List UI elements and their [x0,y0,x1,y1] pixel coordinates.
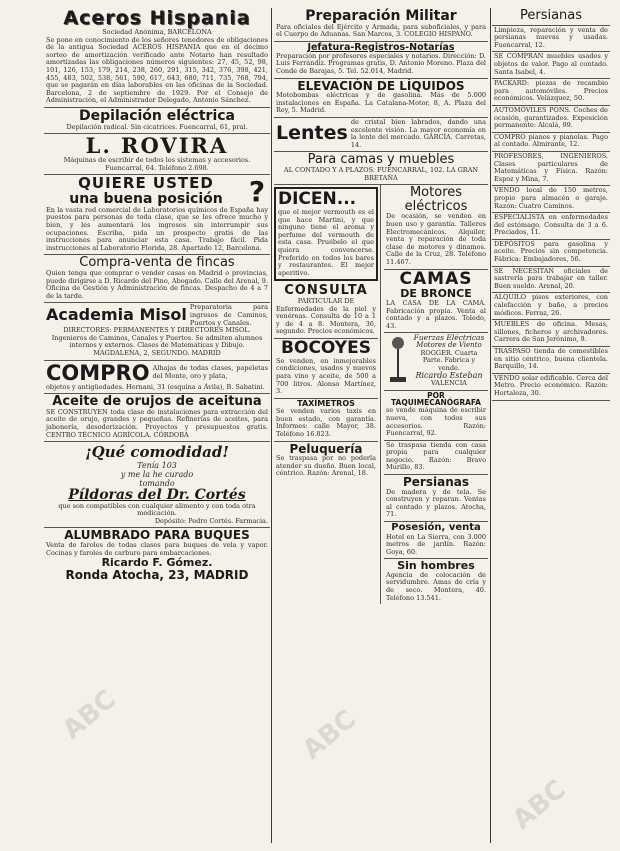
watermark: ABC [297,704,362,766]
ad-subtitle: PARTICULAR DE [297,297,355,306]
ad-jefatura [274,42,488,79]
ad-body: En la vasta red comercial de Laboratorios químicos de España hay puestos para personas de toda clase, que se les ofrece mucho y bien, y les aumentará los ingresos sin interrumpir sus ocupaciones. Escriba, pida un prospecto gratis de las instrucciones para anunciar esta casa. Trabajo fácil. Pida instrucciones al Laboratorio Florida, 28. Apartado 12, Barcelona. [46,205,268,252]
ad-body: De ocasión, se venden en buen uso y garantía. Talleres Electromecánicos. Alquiler, venta y reparación de toda clase de motores y dinamos. Calle de la Cruz, 28. Teléfono 11.467. [386,212,486,267]
ad-title: Preparación Militar [305,8,457,24]
ad-body: se vende máquina de escribir nueva, con todos sus accesorios. Razón: Fuencarral, 92. [386,406,486,438]
ad-consulta [274,283,378,339]
ad-address: Ronda Atocha, 23, MADRID [65,567,249,582]
ad-line: tomando [139,478,175,488]
ad-body: SE CONSTRUYEN toda clase de instalaciones para extracción del aceite de orujo, grandes y pequeñas. Refinerías de aceites, para jabonería, desodorización. Proyectos y presupuestos gratis. CENTRO TÉCNICO AGRÍCOLA. CÓRDOBA [46,407,268,439]
ad-body: que son compatibles con cualquier alimento y con toda otra medicación. [58,501,256,518]
watermark: ABC [57,684,122,746]
ad-title: QUIERE USTED [78,175,214,193]
classified-item [492,133,610,152]
ad-title: Academia Misol [46,305,187,325]
ad-tienda [384,441,488,475]
ad-posesion [384,522,488,559]
ad-title: Peluquería [289,441,363,456]
ad-city: VALENCIA [431,378,467,387]
ad-fuerzas-electricas [384,333,488,390]
ad-body: Motobombas eléctricas y de gasolina. Más de 5.000 instalaciones en España. La Catalana-Motor, 8, A. Plaza del Rey, 5. Madrid. [276,91,486,115]
ad-body: Enfermedades de la piel y venéreas. Consulta de 10 a 1 y de 4 a 8. Montera, 36, segundo. Precios económicos. [276,304,376,336]
lamp-icon [388,337,408,383]
classified-text: DEPÓSITOS para gasolina y aceite. Precios sin competencia. Fábrica: Embajadores, 56. [494,239,608,264]
classified-item [492,374,610,401]
column-right [492,8,610,843]
ad-aceros-hispania [44,8,270,108]
ad-taquimecanografa [384,391,488,441]
classified-text: VENDO local de 150 metros, propio para almacén o garaje. Razón: Cuatro Caminos. [494,186,608,210]
ad-line: y me la he curado [120,469,194,479]
ad-alumbrado-buques [44,528,270,583]
classified-text: AUTOMÓVILES PONS. Coches de ocasión, garantizados. Exposición permanente: Alcalá, 99. [494,105,608,130]
ad-title: DICEN... [278,189,357,210]
ad-title-2: eléctricos [404,198,468,214]
ad-persianas-right [492,8,610,26]
ad-body: LA CASA DE LA CAMA. Fabricación propia. Venta al contado y a plazos. Toledo, 43. [386,299,486,330]
classified-text: MUEBLES de oficina. Mesas, sillones, ficheros y archivadores. Carrera de San Jerónimo, 9. [494,320,608,344]
ad-title: Fuerzas Eléctricas [413,333,485,343]
ad-taximetros [274,399,378,442]
ad-dicen [274,187,378,281]
classified-text: ALQUILO pisos exteriores, con calefacción y baño, a precios módicos. Ferraz, 26. [494,293,608,317]
watermark: ABC [507,774,572,836]
ad-title: Para camas y muebles [307,152,455,168]
classified-item [492,293,610,320]
ad-body: Se pone en conocimiento de los señores tenedores de obligaciones de la antigua Sociedad ACEROS HISPANIA que en el décimo sorteo de amortización verificado ante Notario han resultado amortizadas las obligaciones números siguientes: 27, 45, 52, 98, 101, 126, 153, 179, 214, 238, 260, 291, 315, 342, 376, 398, 421, 455, 483, 502, 538, 561, 590, 617, 643, 680, 711, 735, 768, 794, que se pagarán en días laborables en las oficinas de la Sociedad. Barcelona, 2 de septiembre de 1929. Por el Consejo de Administración, el Administrador Delegado, Antonio Sánchez. [46,35,268,105]
classified-text: COMPRO pianos y pianolas. Pago al contado. Almirante, 12. [494,132,608,149]
ad-body: DIRECTORES: PERMANENTES Y DIRECTORES MISOL. Ingenieros de Caminos, Canales y Puertos. Se admiten alumnos internos y externos. Clases de Matemáticas y Dibujo. MAGDALENA, 2, SEGUNDO. MADRID [51,326,263,357]
ad-title: BOCOYES [281,339,371,358]
ad-title: ¡Qué comodidad! [85,443,229,462]
ad-body: Se venden, en inmejorables condiciones, usados y nuevos para vino y aceite, de 500 a 700 litros. Alonso Martínez, 3. [276,356,376,396]
ad-title: Persianas [403,475,469,490]
ad-line: Tenía 103 [137,460,177,470]
ad-title-2: una buena posición [69,191,223,208]
ad-rovira [44,134,270,175]
ad-lentes [274,118,488,152]
ad-compraventa [44,255,270,303]
ad-signature: Depósito: Pedro Cortés. Farmacia. [154,516,268,525]
classified-item [492,26,610,53]
classified-item [492,152,610,186]
ad-title: Persianas [519,8,583,23]
ad-academia-misol [44,303,270,360]
ad-title: COMPRO [46,360,150,385]
ad-camas-bronce [384,270,488,334]
classifieds-list [492,26,610,401]
classified-item [492,320,610,347]
ad-title: Sin hombres [397,559,475,573]
ad-body: ROGGER. Cuarta Parte. Fabrica y vende. [420,348,478,372]
ad-side-text: Alhajas de todas clases, papeletas del Monte, oro y plata, [152,363,268,380]
ad-peluqueria [274,442,378,480]
ad-depilacion [44,108,270,134]
ad-pildoras-cortes [44,442,270,528]
ad-title-2: Píldoras del Dr. Cortés [68,486,246,503]
ad-title: Motores [409,185,463,201]
ad-body: Depilación radical. Sin cicatrices. Fuencarral, 61, pral. [66,122,248,131]
ad-body: que el mejor vermouth es el que hace Martini, y que ninguno tiene el aroma y perfume del vermouth de esta casa. Pruébelo el que quiera convencerse. Preferido en todos los bares y restaurantes. El mejor aperitivo. [278,208,374,277]
classified-item [492,213,610,240]
ad-body: Hotel en La Sierra, con 3.000 metros de jardín. Razón: Goya, 60. [386,532,486,556]
ad-title: Compra-venta de fincas [79,255,235,271]
ad-body: Preparación por profesores especiales y notarios. Dirección: D. Luis Ferrándiz. Programas gratis, D. Antonio Moreno. Plaza del Conde de Barajas, 5. Tel. 52.014, Madrid. [276,51,486,76]
ad-subtitle: Sociedad Anónima, BARCELONA [102,27,212,36]
classified-item [492,267,610,294]
ad-title: TAXÍMETROS [297,398,355,408]
ad-title: CAMAS [399,269,473,289]
classified-text: PACKARD: piezas de recambio para automóviles. Precios económicos. Velázquez, 50. [494,79,608,103]
ad-body: De madera y de tela. Se construyen y reparan. Ventas al contado y plazos. Atocha, 71. [386,487,486,519]
ad-title: ALUMBRADO PARA BUQUES [64,528,250,543]
ad-title-2: DE BRONCE [400,287,472,301]
ad-title: ELEVACIÓN DE LÍQUIDOS [297,78,465,93]
classified-text: SE COMPRAN muebles usados y objetos de valor. Pago al contado. Santa Isabel, 4. [494,52,608,76]
classified-text: SE NECESITAN oficiales de sastrería para trabajar en taller. Buen sueldo. Arenal, 20. [494,266,608,290]
ad-grid [274,185,488,604]
ad-persianas [384,475,488,522]
classified-item [492,79,610,106]
ad-sin-hombres [384,559,488,604]
ad-title: POR TAQUIMECANÓGRAFA [391,390,481,408]
ad-title: Aceite de orujos de aceituna [52,394,262,410]
ad-side-text: Preparatoria para ingresos de Caminos, Puertos y Canales. [189,303,268,327]
classified-text: ESPECIALISTA en enfermedades del estómago. Consulta de 3 a 6. Preciados, 11. [494,213,608,237]
ad-elevacion-liquidos [274,79,488,118]
ad-title: L. ROVIRA [85,134,229,159]
column-divider [490,8,491,843]
classified-item [492,186,610,213]
ad-quiere-usted [44,175,270,255]
ad-body: Se traspasa por no poderla atender su dueño. Buen local, céntrico. Razón: Arenal, 18. [276,454,376,478]
ad-title: Lentes [276,122,348,145]
ad-aceite-orujos [44,394,270,442]
column-divider [271,8,272,843]
ad-body: Para oficiales del Ejército y Armada, para suboficiales, y para el Cuerpo de Aduanas. San Marcos, 3. COLEGIO HISPANO. [276,22,486,39]
classified-text: PROFESORES, INGENIEROS. Clases particulares de Matemáticas y Física. Razón: Espoz y Mina, 7. [494,151,608,183]
ad-title: Jefatura-Registros-Notarías [307,41,455,53]
ad-grid-right [384,185,488,604]
ad-title: Aceros Hispania [63,8,251,29]
classified-item [492,106,610,133]
ad-body: objetos y antigüedades. Hernani, 31 (esquina a Ávila), B. Sabatini. [46,382,265,391]
ad-grid-left [274,185,381,604]
ad-title: CONSULTA [284,283,368,299]
ad-body: Venta de faroles de todas clases para buques de vela y vapor. Cocinas y faroles de carburo para embarcaciones. [46,541,268,557]
ad-body: AL CONTADO Y A PLAZOS. FUENCARRAL, 102. LA GRAN BRETAÑA [283,166,479,182]
ad-bocoyes [274,339,378,399]
ad-body: Se traspasa tienda con casa propia para cualquier negocio. Razón: Bravo Murillo, 83. [386,440,486,472]
classified-text: VENDO solar edificable. Cerca del Metro. Precio económico. Razón: Hortaleza, 30. [494,373,608,397]
ad-preparacion-militar [274,8,488,42]
ad-body: Máquinas de escribir de todos los sistemas y accesorios. Fuencarral, 64. Teléfono 2.698. [63,156,251,172]
ad-title: Depilación eléctrica [79,107,235,124]
ad-compro [44,361,270,395]
ad-body: Se venden varios taxis en buen estado, con garantía. Informes: calle Mayor, 38. Teléfono 16.823. [276,407,376,438]
classified-text: TRASPASO tienda de comestibles en sitio céntrico, buena clientela. Barquillo, 14. [494,347,608,371]
classified-item [492,240,610,267]
classified-text: Limpieza, reparación y venta de persianas nuevas y usadas. Fuencarral, 12. [494,25,608,49]
ad-body: Quien tenga que comprar o vender casas en Madrid o provincias, puede dirigirse a D. Ricardo del Pino, Abogado. Calle del Arenal, 9. Oficina de Gestión y Administración de fincas. Despacho de 4 a 7 de la tarde. [46,269,269,300]
question-mark-icon: ? [248,175,266,208]
ad-name: Ricardo Esteban [415,371,483,381]
ad-body: de cristal bien labrados, dando una excelente visión. La mayor economía en la lente del mercado. GARCÍA. Carretas, 14. [350,118,486,149]
ad-motores-electricos [384,185,488,269]
classified-item [492,347,610,374]
ad-title: Posesión, venta [391,522,481,534]
column-middle [274,8,488,843]
ad-camas-muebles [274,152,488,185]
ad-name: Ricardo F. Gómez. [101,556,213,570]
classified-item [492,52,610,79]
ad-body: Agencia de colocación de servidumbre. Amas de cría y de seco. Montera, 40. Teléfono 13.541. [386,570,486,602]
ad-title-2: Motores de Viento [416,341,482,349]
